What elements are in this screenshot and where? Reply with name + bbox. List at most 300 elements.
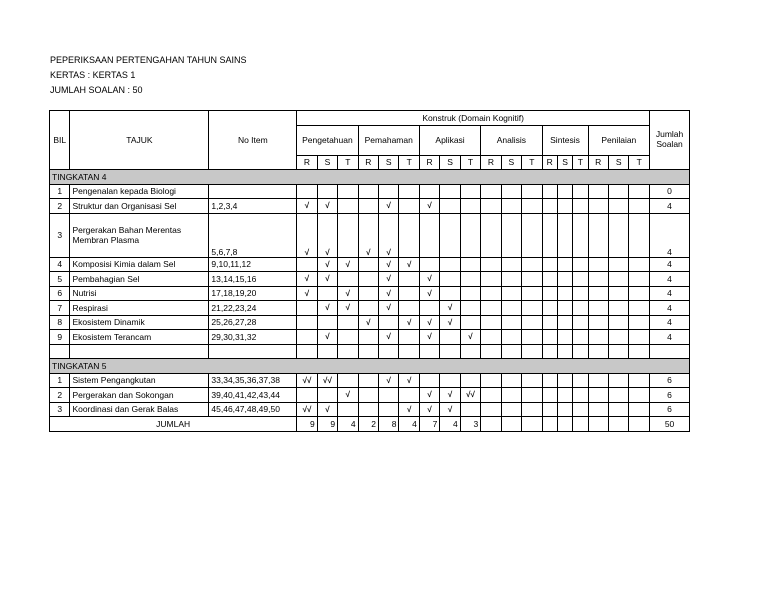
- tick-cell: [608, 388, 628, 403]
- tick-cell: √: [379, 330, 399, 345]
- bil-header: BIL: [50, 111, 70, 170]
- table-row: [50, 330, 690, 345]
- tick-cell: [481, 301, 501, 316]
- tick-cell: [542, 184, 557, 199]
- tick-cell: √√: [460, 388, 480, 403]
- tick-cell: [379, 388, 399, 403]
- tick-cell: [608, 315, 628, 330]
- tick-cell: [522, 388, 542, 403]
- row-items: 5,6,7,8: [209, 213, 297, 257]
- row-topic: Koordinasi dan Gerak Balas: [70, 402, 209, 417]
- table-row: [50, 184, 690, 199]
- tick-cell: [399, 184, 419, 199]
- tick-cell: [608, 272, 628, 287]
- table-row: [50, 257, 690, 272]
- row-number: 5: [50, 272, 70, 287]
- tick-cell: [501, 330, 521, 345]
- tick-cell: √: [419, 272, 439, 287]
- tick-cell: [629, 388, 650, 403]
- section-row: [50, 170, 690, 185]
- level-header: S: [379, 155, 399, 170]
- tick-cell: [542, 373, 557, 388]
- tick-cell: [338, 373, 358, 388]
- exam-title: PEPERIKSAAN PERTENGAHAN TAHUN SAINS: [50, 55, 247, 65]
- no-item-header: No Item: [209, 111, 297, 170]
- tick-cell: √√: [297, 373, 317, 388]
- row-total: 4: [650, 272, 690, 287]
- tick-cell: [608, 257, 628, 272]
- tick-cell: [440, 184, 460, 199]
- tick-cell: [629, 272, 650, 287]
- row-topic: Ekosistem Dinamik: [70, 315, 209, 330]
- tick-cell: √: [317, 402, 337, 417]
- level-header: S: [440, 155, 460, 170]
- level-header: T: [522, 155, 542, 170]
- domain-header: Pengetahuan: [297, 125, 358, 155]
- tick-cell: [379, 315, 399, 330]
- tick-cell: [608, 402, 628, 417]
- tick-cell: [501, 301, 521, 316]
- jumlah-row: [50, 417, 690, 432]
- row-items: 25,26,27,28: [209, 315, 297, 330]
- level-header: T: [338, 155, 358, 170]
- tick-cell: [629, 213, 650, 257]
- tick-cell: [481, 272, 501, 287]
- tick-cell: [481, 286, 501, 301]
- header-row-1: [50, 111, 690, 126]
- tick-cell: [440, 330, 460, 345]
- jumlah-value: [557, 417, 572, 432]
- tick-cell: [297, 315, 317, 330]
- tick-cell: [317, 388, 337, 403]
- tick-cell: [573, 301, 588, 316]
- row-total: 4: [650, 286, 690, 301]
- tick-cell: [358, 272, 378, 287]
- question-count-label: JUMLAH SOALAN : 50: [50, 85, 143, 95]
- jumlah-soalan-header: Jumlah Soalan: [650, 111, 690, 170]
- table-row: [50, 272, 690, 287]
- level-header: T: [629, 155, 650, 170]
- domain-header: Pemahaman: [358, 125, 419, 155]
- row-items: 1,2,3,4: [209, 199, 297, 214]
- tick-cell: [588, 330, 608, 345]
- row-items: 39,40,41,42,43,44: [209, 388, 297, 403]
- tick-cell: [522, 402, 542, 417]
- tick-cell: √: [317, 213, 337, 257]
- tick-cell: [557, 184, 572, 199]
- blank-cell: [481, 344, 501, 359]
- jumlah-value: 9: [317, 417, 337, 432]
- level-header: R: [358, 155, 378, 170]
- tick-cell: [573, 213, 588, 257]
- tick-cell: [358, 257, 378, 272]
- jumlah-value: [629, 417, 650, 432]
- tick-cell: [379, 402, 399, 417]
- row-items: 33,34,35,36,37,38: [209, 373, 297, 388]
- row-number: 8: [50, 315, 70, 330]
- tick-cell: [460, 213, 480, 257]
- row-topic: Nutrisi: [70, 286, 209, 301]
- tick-cell: [522, 286, 542, 301]
- tick-cell: [629, 373, 650, 388]
- tick-cell: [501, 213, 521, 257]
- tick-cell: [358, 286, 378, 301]
- level-header: S: [557, 155, 572, 170]
- tick-cell: [522, 272, 542, 287]
- tick-cell: [297, 301, 317, 316]
- row-topic: Ekosistem Terancam: [70, 330, 209, 345]
- blank-cell: [209, 344, 297, 359]
- jumlah-value: 4: [399, 417, 419, 432]
- tick-cell: [399, 330, 419, 345]
- tick-cell: [629, 315, 650, 330]
- row-items: 9,10,11,12: [209, 257, 297, 272]
- section-row: [50, 359, 690, 374]
- row-items: 17,18,19,20: [209, 286, 297, 301]
- tick-cell: [588, 272, 608, 287]
- row-total: 6: [650, 402, 690, 417]
- section-title: TINGKATAN 5: [50, 359, 690, 374]
- tick-cell: [399, 199, 419, 214]
- tick-cell: [557, 286, 572, 301]
- tick-cell: [557, 330, 572, 345]
- tick-cell: √: [317, 272, 337, 287]
- jumlah-total: 50: [650, 417, 690, 432]
- tick-cell: [501, 388, 521, 403]
- domain-header: Aplikasi: [419, 125, 480, 155]
- tick-cell: [338, 315, 358, 330]
- tick-cell: √: [297, 199, 317, 214]
- tick-cell: [481, 330, 501, 345]
- tick-cell: [542, 257, 557, 272]
- tick-cell: [297, 184, 317, 199]
- blank-cell: [70, 344, 209, 359]
- blank-row: [50, 344, 690, 359]
- row-items: [209, 184, 297, 199]
- tick-cell: [573, 257, 588, 272]
- tick-cell: [629, 330, 650, 345]
- tick-cell: √: [419, 402, 439, 417]
- section-title: TINGKATAN 4: [50, 170, 690, 185]
- tick-cell: [542, 330, 557, 345]
- tick-cell: [460, 184, 480, 199]
- tick-cell: √: [297, 286, 317, 301]
- row-topic: Sistem Pengangkutan: [70, 373, 209, 388]
- tick-cell: √: [419, 286, 439, 301]
- row-number: 2: [50, 388, 70, 403]
- tick-cell: [542, 402, 557, 417]
- tick-cell: [419, 184, 439, 199]
- tick-cell: [440, 257, 460, 272]
- tick-cell: [297, 388, 317, 403]
- row-items: 45,46,47,48,49,50: [209, 402, 297, 417]
- tick-cell: √: [338, 301, 358, 316]
- tick-cell: [419, 213, 439, 257]
- row-total: 4: [650, 213, 690, 257]
- tick-cell: [522, 301, 542, 316]
- tick-cell: [573, 272, 588, 287]
- specification-table: [49, 110, 690, 432]
- tick-cell: [358, 330, 378, 345]
- domain-header: Analisis: [481, 125, 542, 155]
- jumlah-label: JUMLAH: [50, 417, 297, 432]
- tick-cell: [573, 199, 588, 214]
- jumlah-value: 8: [379, 417, 399, 432]
- document-header: [50, 53, 247, 98]
- row-number: 6: [50, 286, 70, 301]
- tick-cell: √: [297, 213, 317, 257]
- blank-cell: [50, 344, 70, 359]
- blank-cell: [501, 344, 521, 359]
- tick-cell: [481, 257, 501, 272]
- tick-cell: [588, 402, 608, 417]
- tick-cell: √: [317, 199, 337, 214]
- tick-cell: [557, 301, 572, 316]
- row-items: 21,22,23,24: [209, 301, 297, 316]
- tick-cell: [588, 257, 608, 272]
- table-row: [50, 301, 690, 316]
- row-total: 4: [650, 330, 690, 345]
- tick-cell: [440, 272, 460, 287]
- tick-cell: [629, 257, 650, 272]
- tick-cell: [460, 315, 480, 330]
- blank-cell: [460, 344, 480, 359]
- tick-cell: √: [460, 330, 480, 345]
- tick-cell: [608, 286, 628, 301]
- tick-cell: [522, 199, 542, 214]
- tick-cell: [338, 272, 358, 287]
- tick-cell: [338, 184, 358, 199]
- jumlah-value: [522, 417, 542, 432]
- tick-cell: [629, 402, 650, 417]
- tick-cell: [588, 373, 608, 388]
- tick-cell: [460, 373, 480, 388]
- tick-cell: √: [338, 286, 358, 301]
- blank-cell: [419, 344, 439, 359]
- tick-cell: [440, 373, 460, 388]
- tick-cell: [542, 199, 557, 214]
- row-topic: Pembahagian Sel: [70, 272, 209, 287]
- tick-cell: [588, 199, 608, 214]
- level-header: R: [419, 155, 439, 170]
- tick-cell: √: [379, 213, 399, 257]
- row-topic: Pengenalan kepada Biologi: [70, 184, 209, 199]
- row-total: 4: [650, 315, 690, 330]
- jumlah-value: 4: [338, 417, 358, 432]
- tick-cell: [629, 199, 650, 214]
- tick-cell: [317, 184, 337, 199]
- jumlah-value: 3: [460, 417, 480, 432]
- blank-cell: [297, 344, 317, 359]
- jumlah-value: 7: [419, 417, 439, 432]
- tick-cell: √: [399, 373, 419, 388]
- tick-cell: [557, 257, 572, 272]
- tick-cell: [557, 315, 572, 330]
- tick-cell: [419, 301, 439, 316]
- table-row: [50, 315, 690, 330]
- tick-cell: [460, 257, 480, 272]
- tajuk-header: TAJUK: [70, 111, 209, 170]
- row-number: 3: [50, 213, 70, 257]
- tick-cell: [317, 286, 337, 301]
- domain-header: Sintesis: [542, 125, 588, 155]
- tick-cell: √: [379, 257, 399, 272]
- level-header: R: [542, 155, 557, 170]
- tick-cell: [522, 315, 542, 330]
- jumlah-value: [481, 417, 501, 432]
- tick-cell: [629, 301, 650, 316]
- tick-cell: [522, 330, 542, 345]
- tick-cell: [573, 388, 588, 403]
- paper-label: KERTAS : KERTAS 1: [50, 70, 136, 80]
- tick-cell: [297, 257, 317, 272]
- tick-cell: √: [419, 330, 439, 345]
- blank-cell: [399, 344, 419, 359]
- row-total: 6: [650, 388, 690, 403]
- tick-cell: [399, 301, 419, 316]
- row-number: 9: [50, 330, 70, 345]
- level-header: R: [588, 155, 608, 170]
- tick-cell: √: [379, 373, 399, 388]
- tick-cell: √: [399, 257, 419, 272]
- tick-cell: [440, 199, 460, 214]
- level-header: T: [399, 155, 419, 170]
- tick-cell: [440, 286, 460, 301]
- row-number: 1: [50, 184, 70, 199]
- table-row: [50, 199, 690, 214]
- tick-cell: [522, 213, 542, 257]
- tick-cell: [501, 199, 521, 214]
- tick-cell: [481, 315, 501, 330]
- tick-cell: [608, 213, 628, 257]
- tick-cell: √: [317, 257, 337, 272]
- tick-cell: √: [379, 301, 399, 316]
- tick-cell: [440, 213, 460, 257]
- tick-cell: [608, 373, 628, 388]
- jumlah-value: 4: [440, 417, 460, 432]
- tick-cell: [557, 272, 572, 287]
- tick-cell: √: [419, 199, 439, 214]
- tick-cell: [629, 286, 650, 301]
- blank-cell: [588, 344, 608, 359]
- tick-cell: [608, 330, 628, 345]
- tick-cell: [460, 286, 480, 301]
- level-header: S: [608, 155, 628, 170]
- row-total: 4: [650, 199, 690, 214]
- tick-cell: [522, 373, 542, 388]
- tick-cell: [588, 315, 608, 330]
- tick-cell: √: [399, 402, 419, 417]
- tick-cell: [460, 199, 480, 214]
- blank-cell: [650, 344, 690, 359]
- domain-header: Penilaian: [588, 125, 650, 155]
- tick-cell: [557, 388, 572, 403]
- tick-cell: [542, 388, 557, 403]
- tick-cell: √: [440, 315, 460, 330]
- tick-cell: [542, 315, 557, 330]
- row-number: 1: [50, 373, 70, 388]
- blank-cell: [573, 344, 588, 359]
- tick-cell: [481, 213, 501, 257]
- tick-cell: [338, 199, 358, 214]
- tick-cell: [358, 373, 378, 388]
- tick-cell: [573, 315, 588, 330]
- tick-cell: [588, 184, 608, 199]
- tick-cell: [399, 272, 419, 287]
- tick-cell: √: [338, 257, 358, 272]
- tick-cell: √√: [297, 402, 317, 417]
- tick-cell: [460, 301, 480, 316]
- tick-cell: [588, 286, 608, 301]
- table-row: [50, 286, 690, 301]
- tick-cell: [608, 184, 628, 199]
- konstruk-header: Konstruk (Domain Kognitif): [297, 111, 650, 126]
- tick-cell: [629, 184, 650, 199]
- tick-cell: [358, 301, 378, 316]
- blank-cell: [608, 344, 628, 359]
- row-topic: Respirasi: [70, 301, 209, 316]
- tick-cell: [481, 199, 501, 214]
- row-items: 29,30,31,32: [209, 330, 297, 345]
- tick-cell: √: [419, 315, 439, 330]
- tick-cell: [481, 402, 501, 417]
- tick-cell: [481, 184, 501, 199]
- jumlah-value: [608, 417, 628, 432]
- tick-cell: √: [399, 315, 419, 330]
- tick-cell: [573, 184, 588, 199]
- tick-cell: [573, 330, 588, 345]
- level-header: T: [460, 155, 480, 170]
- blank-cell: [379, 344, 399, 359]
- tick-cell: [542, 286, 557, 301]
- blank-cell: [358, 344, 378, 359]
- tick-cell: √: [440, 301, 460, 316]
- tick-cell: [588, 213, 608, 257]
- tick-cell: √: [379, 199, 399, 214]
- blank-cell: [557, 344, 572, 359]
- tick-cell: [522, 184, 542, 199]
- level-header: S: [501, 155, 521, 170]
- row-number: 3: [50, 402, 70, 417]
- tick-cell: √: [317, 301, 337, 316]
- row-total: 0: [650, 184, 690, 199]
- tick-cell: [608, 301, 628, 316]
- jumlah-value: [542, 417, 557, 432]
- tick-cell: [573, 402, 588, 417]
- tick-cell: [419, 373, 439, 388]
- tick-cell: [573, 286, 588, 301]
- tick-cell: √: [358, 315, 378, 330]
- row-total: 4: [650, 301, 690, 316]
- jumlah-value: 9: [297, 417, 317, 432]
- tick-cell: [608, 199, 628, 214]
- blank-cell: [542, 344, 557, 359]
- tick-cell: [358, 199, 378, 214]
- jumlah-value: [501, 417, 521, 432]
- tick-cell: √√: [317, 373, 337, 388]
- tick-cell: √: [358, 213, 378, 257]
- tick-cell: √: [317, 330, 337, 345]
- tick-cell: [460, 402, 480, 417]
- tick-cell: [557, 199, 572, 214]
- tick-cell: [501, 286, 521, 301]
- tick-cell: [358, 402, 378, 417]
- tick-cell: [542, 301, 557, 316]
- row-topic: Pergerakan Bahan Merentas Membran Plasma: [70, 213, 209, 257]
- jumlah-value: [588, 417, 608, 432]
- row-number: 2: [50, 199, 70, 214]
- row-number: 7: [50, 301, 70, 316]
